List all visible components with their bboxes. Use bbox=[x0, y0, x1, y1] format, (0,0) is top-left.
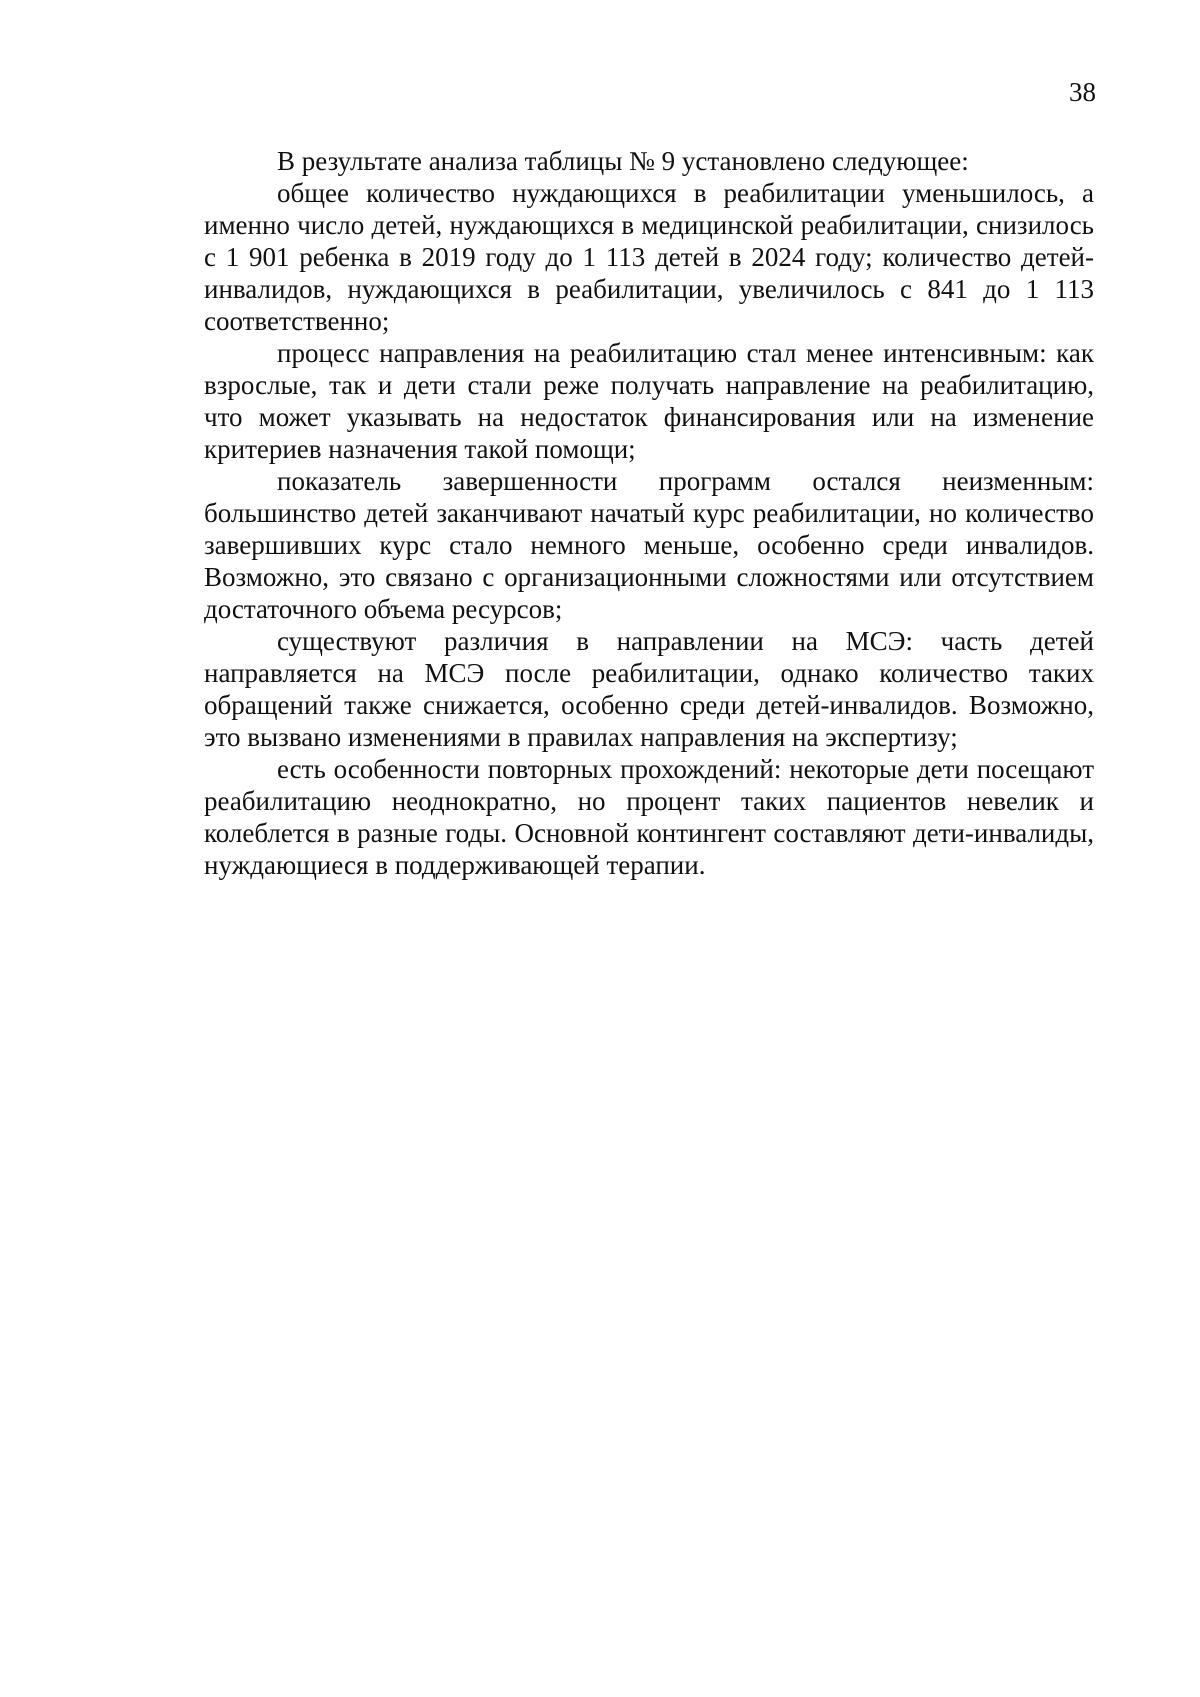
document-body bbox=[204, 145, 1094, 881]
intro-paragraph: В результате анализа таблицы № 9 установлено следующее: bbox=[277, 146, 969, 176]
paragraph-program-completion: показатель завершенности программ остался неизменным: большинство детей заканчивают начатый курс реабилитации, но количество завершивших курс стало немного меньше, особенно среди инвалидов. Возможно, это связано с организационными сложностями или отсутствием достаточного объема ресурсов; bbox=[204, 466, 1094, 624]
page-number: 38 bbox=[1069, 77, 1096, 107]
paragraph-repeat-visits: есть особенности повторных прохождений: некоторые дети посещают реабилитацию неоднократно, но процент таких пациентов невелик и колеблется в разные годы. Основной контингент составляют дети-инвалиды, нуждающиеся в поддерживающей терапии. bbox=[204, 754, 1094, 880]
paragraph-referral-process: процесс направления на реабилитацию стал менее интенсивным: как взрослые, так и дети стали реже получать направление на реабилитацию, что может указывать на недостаток финансирования или на изменение критериев назначения такой помощи; bbox=[204, 338, 1094, 464]
paragraph-rehab-need: общее количество нуждающихся в реабилитации уменьшилось, а именно число детей, нуждающихся в медицинской реабилитации, снизилось с 1 901 ребенка в 2019 году до 1 113 детей в 2024 году; количество детей-инвалидов, нуждающихся в реабилитации, увеличилось с 841 до 1 113 соответственно; bbox=[204, 178, 1094, 336]
paragraph-mse-referral: существуют различия в направлении на МСЭ: часть детей направляется на МСЭ после реабилитации, однако количество таких обращений также снижается, особенно среди детей-инвалидов. Возможно, это вызвано изменениями в правилах направления на экспертизу; bbox=[204, 626, 1094, 752]
